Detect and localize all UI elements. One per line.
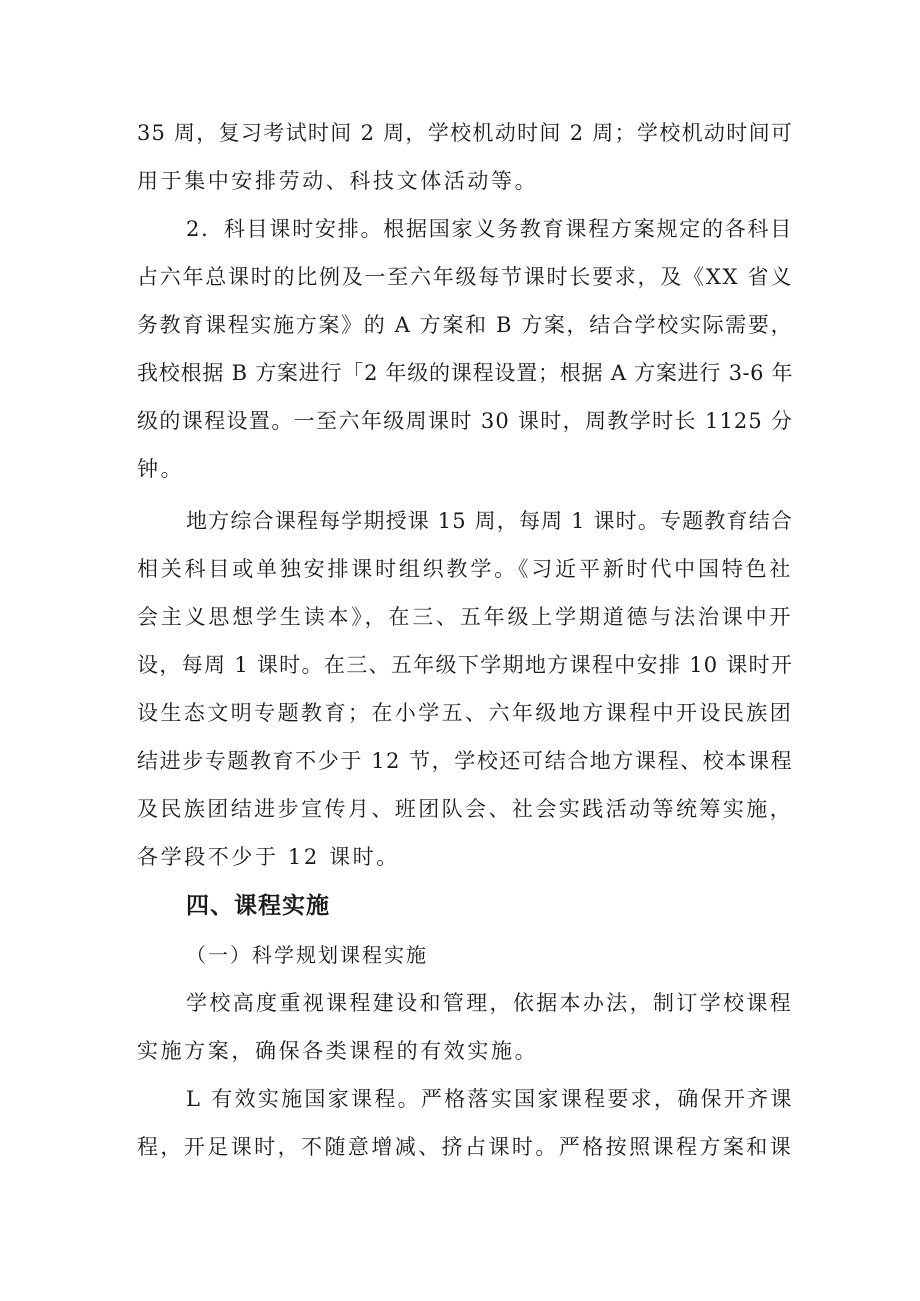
paragraph-5-line-2: 程，开足课时，不随意增减、挤占课时。严格按照课程方案和课 — [137, 1135, 793, 1159]
paragraph-2-line-1: 2．科目课时安排。根据国家义务教育课程方案规定的各科目 — [186, 217, 793, 241]
paragraph-3-line-3: 会主义思想学生读本》，在三、五年级上学期道德与法治课中开 — [137, 605, 793, 629]
paragraph-3-line-4: 设，每周 1 课时。在三、五年级下学期地方课程中安排 10 课时开 — [137, 653, 793, 677]
paragraph-4-line-1: 学校高度重视课程建设和管理，依据本办法，制订学校课程 — [186, 991, 793, 1015]
paragraph-3-line-6: 结进步专题教育不少于 12 节，学校还可结合地方课程、校本课程 — [137, 749, 793, 773]
paragraph-2-line-4: 我校根据 B 方案进行「2 年级的课程设置；根据 A 方案进行 3-6 年 — [137, 361, 793, 385]
subsection-heading: （一）科学规划课程实施 — [186, 943, 428, 967]
paragraph-3-line-2: 相关科目或单独安排课时组织教学。《习近平新时代中国特色社 — [137, 557, 793, 581]
paragraph-3-line-8: 各学段不少于 12 课时。 — [137, 845, 400, 869]
paragraph-2-line-2: 占六年总课时的比例及一至六年级每节课时长要求，及《XX 省义 — [137, 265, 793, 289]
paragraph-5-line-1: L 有效实施国家课程。严格落实国家课程要求，确保开齐课 — [186, 1087, 794, 1111]
paragraph-3-line-7: 及民族团结进步宣传月、班团队会、社会实践活动等统筹实施， — [137, 797, 793, 821]
paragraph-3-line-1: 地方综合课程每学期授课 15 周，每周 1 课时。专题教育结合 — [186, 509, 793, 533]
paragraph-3-line-5: 设生态文明专题教育；在小学五、六年级地方课程中开设民族团 — [137, 701, 793, 725]
paragraph-2-line-6: 钟。 — [137, 457, 185, 481]
section-heading: 四、课程实施 — [186, 893, 330, 919]
paragraph-4-line-2: 实施方案，确保各类课程的有效实施。 — [137, 1039, 539, 1063]
paragraph-2-line-5: 级的课程设置。一至六年级周课时 30 课时，周教学时长 1125 分 — [137, 409, 793, 433]
paragraph-1-line-2: 用于集中安排劳动、科技文体活动等。 — [137, 169, 539, 193]
paragraph-2-line-3: 务教育课程实施方案》的 A 方案和 B 方案，结合学校实际需要， — [137, 313, 793, 337]
paragraph-1-line-1: 35 周，复习考试时间 2 周，学校机动时间 2 周；学校机动时间可 — [137, 121, 793, 145]
